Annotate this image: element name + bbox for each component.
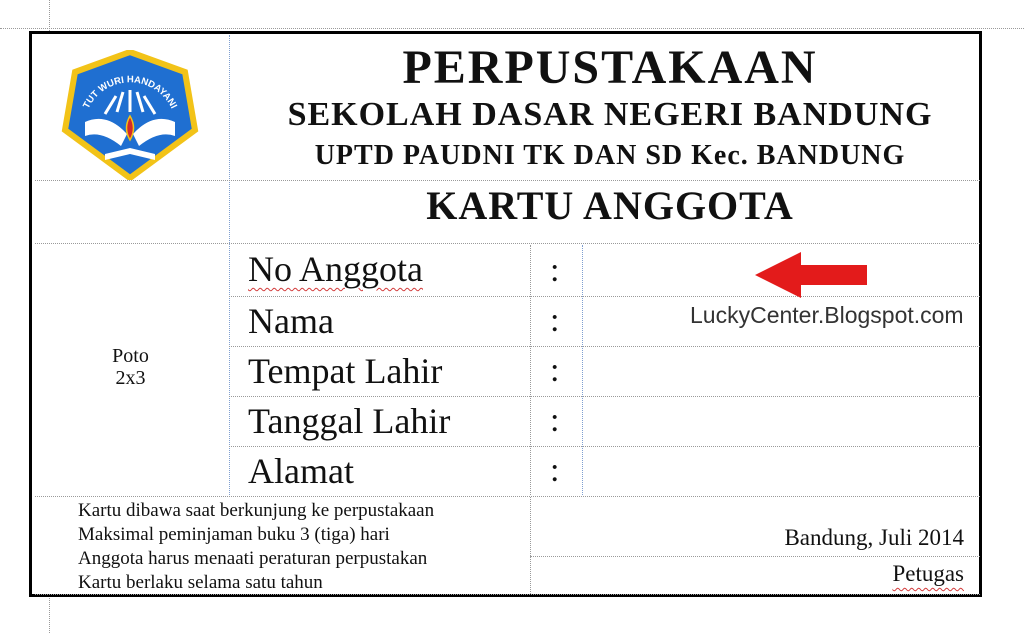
field-colon: :: [550, 352, 560, 389]
grid-line: [229, 346, 980, 347]
grid-line: [229, 396, 980, 397]
grid-line: [35, 243, 980, 244]
grid-line: [35, 496, 980, 497]
page-guide-top: [0, 28, 1024, 29]
school-name: SEKOLAH DASAR NEGERI BANDUNG: [287, 96, 933, 133]
field-label-alamat: Alamat: [248, 451, 354, 491]
grid-line: [35, 594, 980, 595]
rule-item: Kartu berlaku selama satu tahun: [78, 572, 323, 593]
photo-label: Poto: [112, 345, 149, 367]
signature-role: Petugas: [892, 561, 964, 586]
grid-line: [582, 245, 583, 495]
rule-item: Kartu dibawa saat berkunjung ke perpustakaan: [78, 500, 435, 521]
field-label-nama: Nama: [248, 301, 334, 341]
grid-line: [229, 296, 980, 297]
field-colon: :: [550, 252, 560, 289]
card-title: KARTU ANGGOTA: [426, 183, 794, 228]
left-arrow-icon: [755, 252, 867, 298]
office-name: UPTD PAUDNI TK DAN SD Kec. BANDUNG: [314, 140, 906, 171]
field-colon: :: [550, 402, 560, 439]
signature-date: Bandung, Juli 2014: [784, 525, 964, 550]
field-label-tanggal-lahir: Tanggal Lahir: [248, 401, 451, 441]
grid-line: [530, 245, 531, 495]
field-label-no-anggota: No Anggota: [248, 249, 423, 289]
grid-line: [530, 497, 531, 594]
rule-item: Anggota harus menaati peraturan perpustakan: [78, 548, 428, 569]
library-title: PERPUSTAKAAN: [402, 41, 818, 94]
photo-size: 2x3: [115, 367, 146, 389]
grid-line: [530, 556, 980, 557]
grid-line: [35, 180, 980, 181]
field-label-tempat-lahir: Tempat Lahir: [248, 351, 443, 391]
tut-wuri-handayani-logo: [55, 50, 205, 180]
field-colon: :: [550, 302, 560, 339]
rule-item: Maksimal peminjaman buku 3 (tiga) hari: [78, 524, 390, 545]
field-colon: :: [550, 452, 560, 489]
grid-line: [229, 446, 980, 447]
svg-text:TUT WURI HANDAYANI: TUT WURI HANDAYANI: [81, 74, 180, 111]
photo-placeholder: [48, 345, 213, 389]
watermark-text: LuckyCenter.Blogspot.com: [690, 302, 964, 328]
